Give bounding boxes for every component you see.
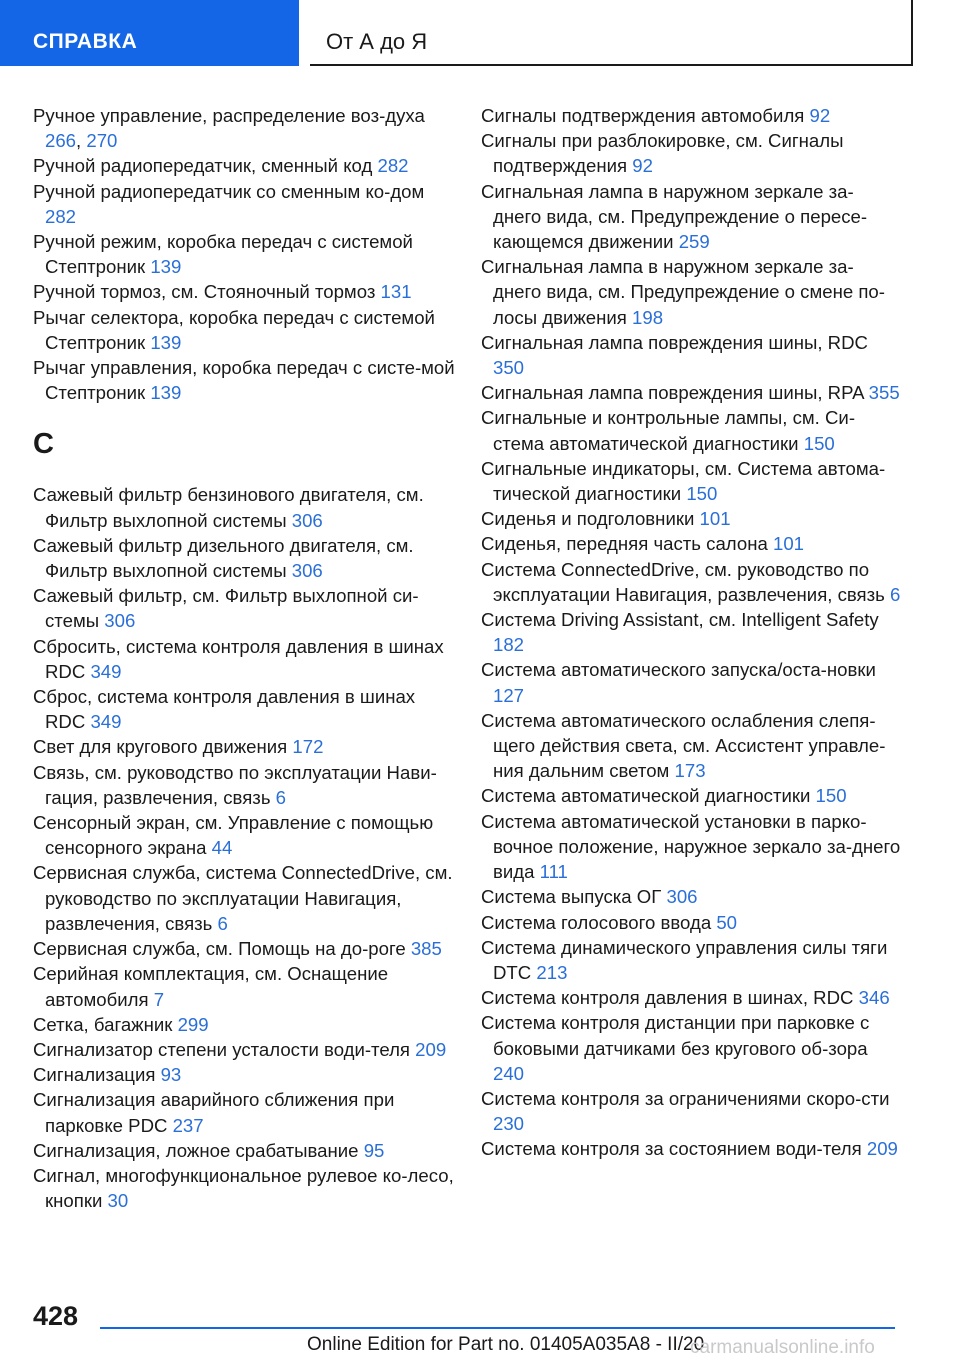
index-entry — [33, 533, 458, 583]
entry-term: Сигнальная лампа в наружном зеркале за-днего вида, см. Предупреждение о пересе-кающемся движении — [481, 180, 868, 253]
index-column-left — [33, 103, 458, 1213]
entry-term: Система контроля давления в шинах, RDC — [481, 987, 859, 1009]
index-entry — [33, 961, 458, 1011]
entry-term: Сигналы при разблокировке, см. Сигналы подтверждения — [481, 130, 844, 177]
entry-term: Ручной тормоз, см. Стояночный тормоз — [33, 281, 381, 303]
entry-term: Система автоматической диагностики — [481, 785, 816, 807]
page-link[interactable]: 150 — [815, 785, 847, 807]
entry-term: Сигнализация — [33, 1064, 161, 1086]
index-entry — [481, 809, 901, 885]
page-link[interactable]: 349 — [90, 660, 122, 682]
entry-term: Система автоматического ослабления слепя-щего действия света, см. Ассистент управле-ния дальним светом — [481, 709, 886, 782]
index-entry — [33, 279, 458, 304]
entry-term: Ручной режим, коробка передач с системой Стептроник — [33, 231, 413, 278]
entry-list-r — [33, 103, 458, 405]
index-entry: Ручное управление, распределение воз-духа 266, 270 — [33, 105, 425, 152]
index-entry — [481, 405, 901, 455]
page-link[interactable]: 6 — [275, 786, 287, 808]
index-entry — [33, 1138, 458, 1163]
index-entry — [33, 860, 458, 936]
index-entry — [33, 760, 458, 810]
page-link[interactable]: 150 — [803, 432, 835, 454]
entry-term: Сигнальная лампа повреждения шины, RPA — [481, 382, 869, 404]
index-entry — [33, 1037, 458, 1062]
entry-term: Сажевый фильтр дизельного двигателя, см. Фильтр выхлопной системы — [33, 534, 414, 582]
page-link[interactable]: 131 — [380, 281, 412, 303]
index-entry — [481, 935, 901, 985]
page-link[interactable]: 139 — [150, 256, 182, 278]
entry-term: Сигнализация, ложное срабатывание — [33, 1139, 364, 1161]
entry-list-c — [33, 482, 458, 1213]
entry-term: Сигнальные индикаторы, см. Система автома-тической диагностики — [481, 457, 886, 505]
index-entry — [481, 531, 901, 556]
page-link[interactable]: 237 — [172, 1114, 204, 1136]
page-link[interactable]: 127 — [493, 684, 525, 706]
entry-list-right — [481, 103, 901, 1162]
page-link[interactable]: 101 — [699, 508, 731, 530]
index-entry — [481, 330, 901, 380]
index-entry — [481, 254, 901, 330]
page-link[interactable]: 306 — [104, 610, 136, 632]
page-link[interactable]: 95 — [363, 1139, 385, 1161]
entry-term: Ручной радиопередатчик со сменным ко-дом — [33, 180, 425, 202]
page-link[interactable]: 350 — [493, 357, 525, 379]
page-link[interactable]: 44 — [211, 837, 233, 859]
entry-term: Сенсорный экран, см. Управление с помощью сенсорного экрана — [33, 812, 434, 859]
index-entry — [481, 103, 901, 128]
index-entry — [481, 985, 901, 1010]
index-entry — [481, 380, 901, 405]
entry-term: Система автоматической установки в парко-вочное положение, наружное зеркало за-днего вида — [481, 810, 901, 883]
page-link[interactable]: 230 — [493, 1113, 525, 1135]
index-entry — [481, 179, 901, 255]
page-link[interactable]: 270 — [86, 130, 118, 152]
page-link[interactable]: 240 — [493, 1062, 525, 1084]
entry-term: Система контроля за состоянием води-теля — [481, 1138, 867, 1160]
index-entry — [481, 607, 901, 657]
index-entry — [481, 910, 901, 935]
page-link[interactable]: 150 — [686, 483, 718, 505]
page-link[interactable]: 259 — [678, 231, 710, 253]
index-entry — [481, 1136, 901, 1161]
page-link[interactable]: 306 — [291, 509, 323, 531]
page-link[interactable]: 349 — [90, 711, 122, 733]
page-link[interactable]: 173 — [674, 760, 706, 782]
index-entry — [33, 229, 458, 279]
entry-term: Система выпуска ОГ — [481, 886, 667, 908]
entry-term: Сиденья и подголовники — [481, 508, 700, 530]
index-entry — [33, 684, 458, 734]
entry-term: Сигнальная лампа в наружном зеркале за-днего вида, см. Предупреждение о смене по-лосы движения — [481, 256, 885, 328]
entry-term: Ручное управление, распределение воз-духа — [33, 105, 425, 126]
index-entry — [33, 1087, 458, 1137]
entry-term: Система автоматического запуска/оста-новки — [481, 659, 876, 681]
page-link[interactable]: 101 — [772, 533, 805, 555]
entry-term: Сервисная служба, см. Помощь на до-роге — [33, 938, 411, 960]
index-entry — [481, 456, 901, 506]
entry-term: Система контроля за ограничениями скоро-сти — [481, 1087, 890, 1109]
entry-term: Свет для кругового движения — [33, 736, 293, 758]
page-link[interactable]: 182 — [493, 634, 525, 656]
section-tab[interactable]: СПРАВКА — [0, 0, 299, 66]
index-entry — [33, 482, 458, 532]
page-link[interactable]: 209 — [415, 1038, 447, 1060]
page-number: 428 — [33, 1301, 79, 1331]
page-link[interactable]: 6 — [890, 583, 901, 605]
entry-term: Сигнал, многофункциональное рулевое ко-лесо, кнопки — [33, 1164, 454, 1212]
page-link[interactable]: 92 — [632, 155, 653, 177]
index-entry — [33, 583, 458, 633]
page-link[interactable]: 6 — [217, 912, 228, 934]
page-link[interactable]: 50 — [716, 911, 738, 933]
page-link[interactable]: 266 — [45, 130, 77, 152]
page-link[interactable]: 93 — [160, 1064, 182, 1086]
entry-term: Связь, см. руководство по эксплуатации Нави-гация, развлечения, связь — [33, 761, 437, 808]
page-link[interactable]: 346 — [858, 987, 890, 1009]
index-entry — [481, 128, 901, 178]
index-entry — [481, 783, 901, 808]
page-link[interactable]: 385 — [410, 938, 442, 960]
index-entry — [481, 1010, 901, 1086]
index-entry — [481, 557, 901, 607]
index-entry — [33, 1062, 458, 1087]
entry-term: Система динамического управления силы тяги DTC — [481, 936, 888, 983]
edition-label: Online Edition for Part no. 01405A035A8 - II/20 — [307, 1334, 705, 1355]
index-entry — [481, 1086, 901, 1136]
entry-term: Сервисная служба, система ConnectedDrive, см. руководство по эксплуатации Навигация, развлечения, связь — [33, 862, 453, 934]
index-entry — [33, 179, 458, 229]
index-entry — [481, 708, 901, 784]
page-link[interactable]: 111 — [539, 861, 568, 883]
index-entry — [481, 884, 901, 909]
watermark: carmanualsonline.info — [690, 1337, 875, 1358]
index-entry — [33, 734, 458, 759]
entry-term: Сигналы подтверждения автомобиля — [481, 105, 810, 126]
page-link[interactable]: 306 — [666, 886, 698, 908]
index-entry — [481, 657, 901, 707]
page-link[interactable]: 213 — [536, 961, 568, 983]
letter-heading: С — [33, 428, 54, 461]
index-column-right — [481, 103, 901, 1162]
index-entry — [33, 810, 458, 860]
page-link[interactable]: 7 — [153, 988, 165, 1010]
entry-term: Сигнализация аварийного сближения при парковке PDC — [33, 1089, 395, 1136]
footer-divider — [100, 1327, 895, 1329]
index-entry — [33, 1163, 458, 1213]
page-link[interactable]: 172 — [292, 736, 324, 758]
page-link[interactable]: 355 — [868, 382, 900, 404]
page-link[interactable]: 282 — [377, 155, 409, 177]
page-link[interactable]: 139 — [150, 382, 182, 404]
index-entry — [33, 153, 458, 178]
index-entry — [33, 1012, 458, 1037]
entry-term: Сигнальная лампа повреждения шины, RDC — [481, 331, 868, 353]
page-link[interactable]: 198 — [632, 306, 664, 328]
entry-term: Ручной радиопередатчик, сменный код — [33, 155, 378, 177]
index-entry — [33, 305, 458, 355]
entry-term: Сигнализатор степени усталости води-теля — [33, 1038, 416, 1060]
page-link[interactable]: 299 — [177, 1013, 209, 1035]
entry-term: Система ConnectedDrive, см. руководство по эксплуатации Навигация, развлечения, связь — [481, 558, 891, 605]
index-entry — [33, 355, 458, 405]
entry-term: Сигнальные и контрольные лампы, см. Си-стема автоматической диагностики — [481, 407, 856, 454]
entry-term: Сбросить, система контроля давления в шинах RDC — [33, 635, 444, 682]
page-link[interactable]: 30 — [107, 1190, 129, 1212]
entry-term: Рычаг управления, коробка передач с систе-мой Стептроник — [33, 357, 455, 404]
index-entry — [33, 936, 458, 961]
page-link[interactable]: 306 — [291, 560, 323, 582]
index-entry — [33, 634, 458, 684]
entry-term: Система Driving Assistant, см. Intelligent Safety — [481, 609, 879, 631]
index-entry — [481, 506, 901, 531]
entry-term: Система голосового ввода — [481, 911, 717, 933]
entry-term: Рычаг селектора, коробка передач с системой Стептроник — [33, 306, 435, 353]
page-link[interactable]: 92 — [809, 105, 831, 126]
entry-term: Сажевый фильтр бензинового двигателя, см. Фильтр выхлопной системы — [33, 484, 424, 531]
entry-term: Сиденья, передняя часть салона — [481, 533, 773, 555]
entry-term: Сетка, багажник — [33, 1013, 178, 1035]
entry-term: Сажевый фильтр, см. Фильтр выхлопной си-стемы — [33, 585, 419, 632]
entry-term: Сброс, система контроля давления в шинах RDC — [33, 686, 416, 733]
page-link[interactable]: 209 — [866, 1138, 898, 1160]
entry-term: Серийная комплектация, см. Оснащение автомобиля — [33, 963, 389, 1010]
entry-term: Система контроля дистанции при парковке с боковыми датчиками без кругового об-зора — [481, 1012, 870, 1059]
page-link[interactable]: 139 — [150, 331, 182, 353]
chapter-tab[interactable]: От А до Я — [310, 0, 913, 66]
page-header — [0, 0, 960, 66]
page-link[interactable]: 282 — [45, 205, 77, 227]
